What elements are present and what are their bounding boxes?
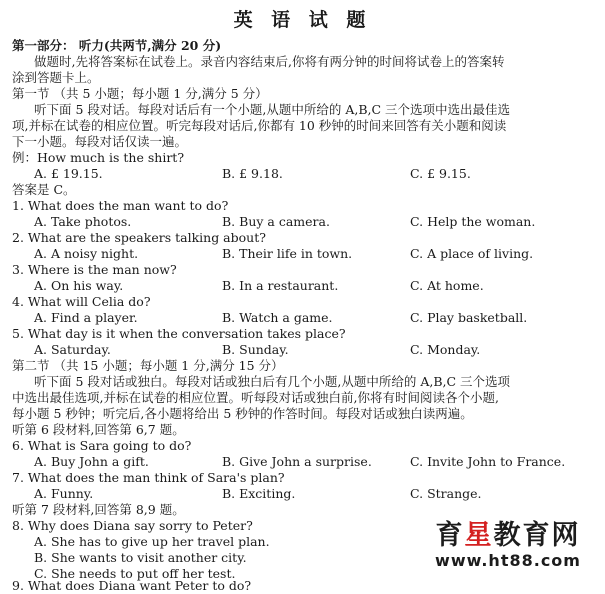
example-option-b: B. £ 9.18.	[222, 166, 283, 181]
q6-option-a: A. Buy John a gift.	[34, 454, 149, 469]
q8-option-a: A. She has to give up her travel plan.	[34, 534, 270, 549]
section2-instruction-3: 每小题 5 秒钟；听完后,各小题将给出 5 秒钟的作答时间。每段对话或独白读两遍。	[12, 406, 473, 421]
question-2: 2. What are the speakers talking about?	[12, 230, 266, 245]
section1-heading: 第一节 （共 5 小题；每小题 1 分,满分 5 分）	[12, 86, 268, 101]
question-9-partial: 9. What does Diana want Peter to do?	[12, 578, 252, 593]
example-question: 例：How much is the shirt?	[12, 150, 185, 165]
q4-option-b: B. Watch a game.	[222, 310, 333, 325]
q1-option-b: B. Buy a camera.	[222, 214, 330, 229]
watermark-star-char: 星	[464, 520, 494, 551]
page-title: 英 语 试 题	[233, 9, 372, 31]
question-5: 5. What day is it when the conversation takes place?	[12, 326, 346, 341]
q3-option-b: B. In a restaurant.	[222, 278, 339, 293]
section1-instruction-2: 项,并标在试卷的相应位置。听完每段对话后,你都有 10 秒钟的时间来回答有关小题和阅读	[12, 118, 507, 133]
q8-option-b: B. She wants to visit another city.	[34, 550, 247, 565]
q6-option-c: C. Invite John to France.	[410, 454, 566, 469]
example-option-a: A. £ 19.15.	[34, 166, 103, 181]
question-8: 8. Why does Diana say sorry to Peter?	[12, 518, 253, 533]
q7-option-c: C. Strange.	[410, 486, 482, 501]
q7-option-a: A. Funny.	[34, 486, 94, 501]
q2-option-a: A. A noisy night.	[34, 246, 139, 261]
section2-instruction-2: 中选出最佳选项,并标在试卷的相应位置。听每段对话或独白前,你将有时间阅读各个小题,	[12, 390, 499, 405]
q8-option-c: C. She needs to put off her test.	[34, 566, 236, 581]
watermark-logo-text: 育星教育网	[435, 520, 581, 551]
example-option-c: C. £ 9.15.	[410, 166, 471, 181]
intro-line-1: 做题时,先将答案标在试卷上。录音内容结束后,你将有两分钟的时间将试卷上的答案转	[34, 54, 505, 69]
section1-instruction-3: 下一小题。每段对话仅读一遍。	[12, 134, 188, 149]
watermark-url: www.ht88.com	[435, 551, 581, 570]
example-answer: 答案是 C。	[12, 182, 76, 197]
q6-option-b: B. Give John a surprise.	[222, 454, 372, 469]
part1-heading: 第一部分： 听力(共两节,满分 20 分)	[12, 38, 222, 53]
question-1: 1. What does the man want to do?	[12, 198, 229, 213]
site-watermark	[423, 520, 593, 570]
section2-heading: 第二节 （共 15 小题；每小题 1 分,满分 15 分）	[12, 358, 284, 373]
q5-option-c: C. Monday.	[410, 342, 481, 357]
question-3: 3. Where is the man now?	[12, 262, 177, 277]
q1-option-c: C. Help the woman.	[410, 214, 536, 229]
q1-option-a: A. Take photos.	[34, 214, 132, 229]
q3-option-a: A. On his way.	[34, 278, 124, 293]
q3-option-c: C. At home.	[410, 278, 484, 293]
question-7: 7. What does the man think of Sara's plan?	[12, 470, 285, 485]
question-4: 4. What will Celia do?	[12, 294, 151, 309]
section1-instruction-1: 听下面 5 段对话。每段对话后有一个小题,从题中所给的 A,B,C 三个选项中选出最佳选	[34, 102, 511, 117]
q2-option-b: B. Their life in town.	[222, 246, 353, 261]
material-7-heading: 听第 7 段材料,回答第 8,9 题。	[12, 502, 185, 517]
q4-option-a: A. Find a player.	[34, 310, 138, 325]
material-6-heading: 听第 6 段材料,回答第 6,7 题。	[12, 422, 185, 437]
q5-option-a: A. Saturday.	[34, 342, 111, 357]
q2-option-c: C. A place of living.	[410, 246, 534, 261]
q7-option-b: B. Exciting.	[222, 486, 296, 501]
q4-option-c: C. Play basketball.	[410, 310, 528, 325]
intro-line-2: 涂到答题卡上。	[12, 70, 100, 85]
q5-option-b: B. Sunday.	[222, 342, 289, 357]
question-6: 6. What is Sara going to do?	[12, 438, 192, 453]
section2-instruction-1: 听下面 5 段对话或独白。每段对话或独白后有几个小题,从题中所给的 A,B,C 三个选项	[34, 374, 511, 389]
